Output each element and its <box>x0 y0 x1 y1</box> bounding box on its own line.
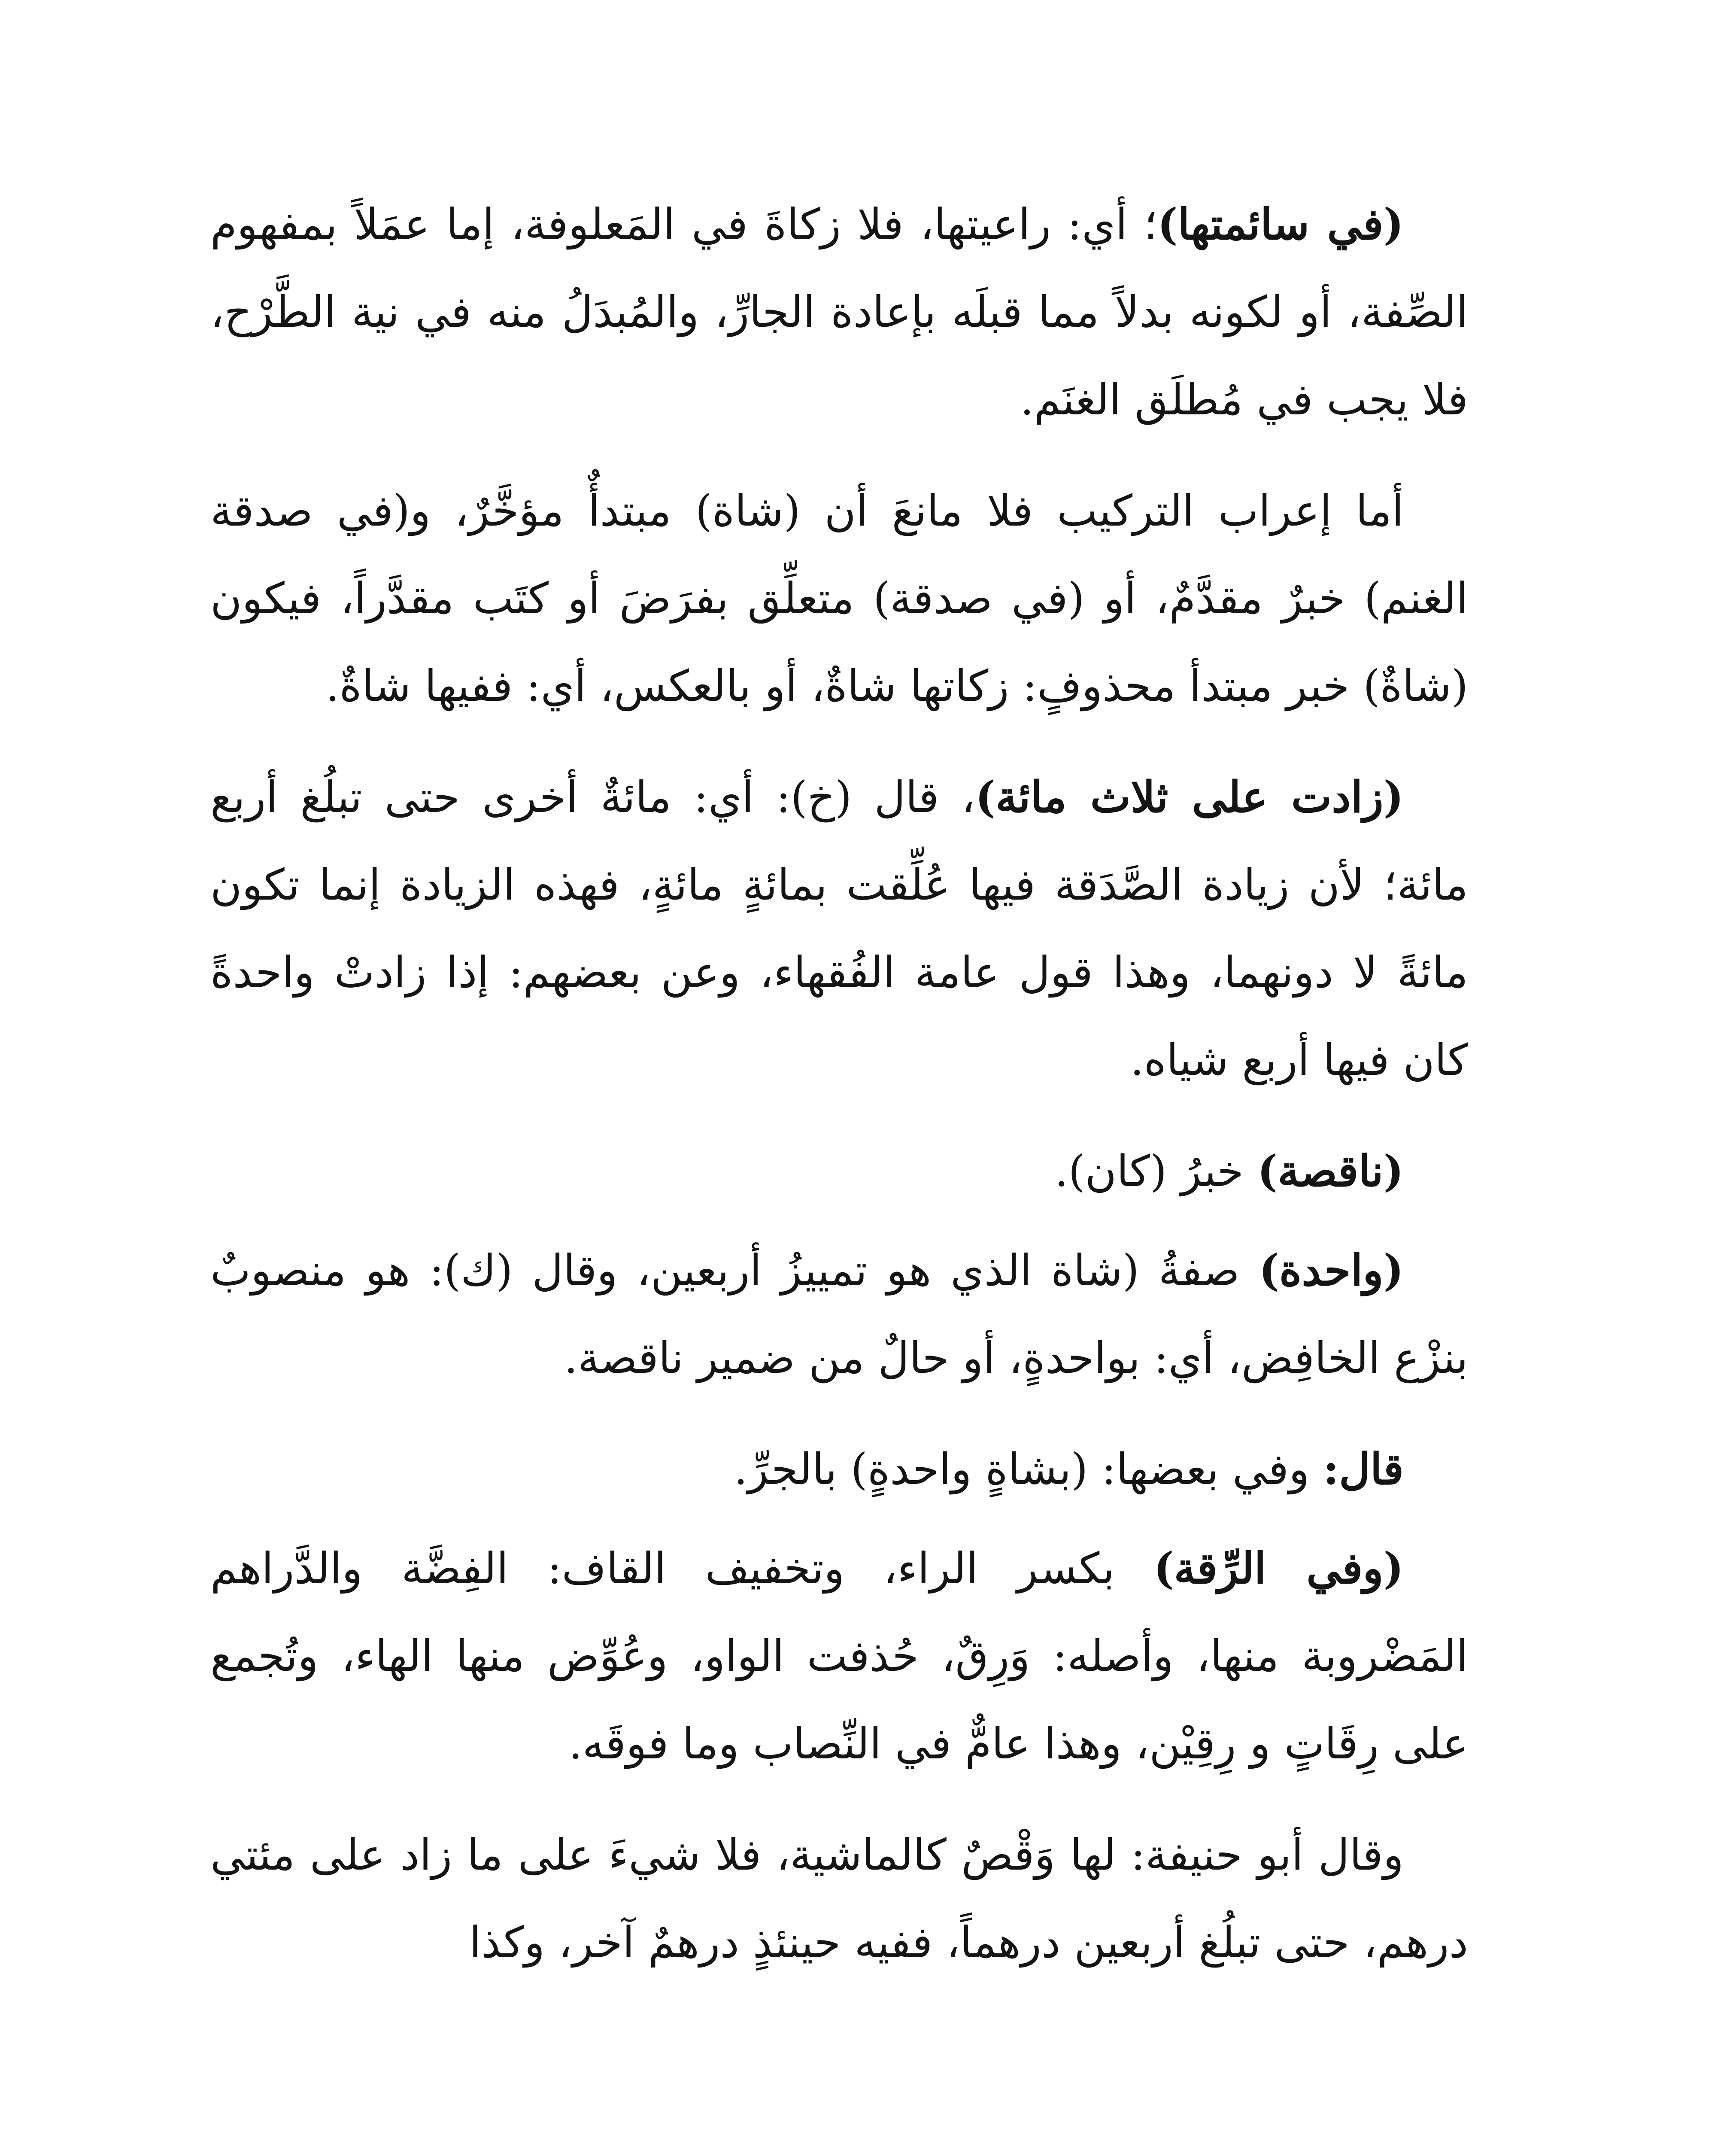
paragraph-lead: (واحدة) <box>1259 1245 1404 1295</box>
paragraph-riqqa <box>210 1524 1468 1788</box>
paragraph-text: وقال أبو حنيفة: لها وَقْصٌ كالماشية، فلا شيءَ على ما زاد على مئتي درهم، حتى تبلُغ أربعين درهماً، ففيه حينئذٍ درهمٌ آخر، وكذا <box>210 1830 1468 1968</box>
paragraph-lead: (زادت على ثلاث مائة) <box>975 772 1404 822</box>
paragraph-qala <box>210 1425 1468 1513</box>
paragraph-irab <box>210 467 1468 730</box>
paragraph-lead: (ناقصة) <box>1257 1146 1404 1196</box>
paragraph-sa-imatiha <box>210 180 1468 444</box>
paragraph-text: ، قال (خ): أي: مائةٌ أخرى حتى تبلُغ أربع مائة؛ لأن زيادة الصَّدَقة فيها عُلِّقت بمائةٍ مائةٍ، فهذه الزيادة إنما تكون مائةً لا دونهما، وهذا قول عامة الفُقهاء، وعن بعضهم: إذا زادتْ واحدةً كان فيها أربع شياه. <box>210 772 1468 1085</box>
paragraph-text: خبرُ (كان). <box>1054 1146 1257 1196</box>
paragraph-text: أما إعراب التركيب فلا مانعَ أن (شاة) مبتدأٌ مؤخَّرٌ، و(في صدقة الغنم) خبرٌ مقدَّمٌ، أو (في صدقة) متعلِّق بفرَضَ أو كتَب مقدَّراً، فيكون (شاةٌ) خبر مبتدأ محذوفٍ: زكاتها شاةٌ، أو بالعكس، أي: ففيها شاةٌ. <box>210 486 1468 711</box>
paragraph-abu-hanifa <box>210 1811 1468 1986</box>
paragraph-text: صفةُ (شاة الذي هو تمييزُ أربعين، وقال (ك): هو منصوبٌ بنزْع الخافِض، أي: بواحدةٍ، أو حالٌ من ضمير ناقصة. <box>210 1245 1468 1383</box>
paragraph-wahida <box>210 1226 1468 1402</box>
body-text <box>210 180 1468 2010</box>
paragraph-text: بكسر الراء، وتخفيف القاف: الفِضَّة والدَّراهم المَضْروبة منها، وأصله: وَرِقٌ، حُذفت الواو، وعُوِّض منها الهاء، وتُجمع على رِقَاتٍ و رِقِيْن، وهذا عامٌّ في النِّصاب وما فوقَه. <box>210 1543 1468 1769</box>
paragraph-zadat <box>210 753 1468 1104</box>
paragraph-lead: (وفي الرِّقة) <box>1153 1543 1404 1594</box>
paragraph-lead: (في سائمتها) <box>1157 199 1404 249</box>
paragraph-text: وفي بعضها: (بشاةٍ واحدةٍ) بالجرِّ. <box>734 1444 1323 1494</box>
paragraph-lead: قال: <box>1323 1444 1404 1494</box>
paragraph-naqisa <box>210 1127 1468 1215</box>
paragraph-text: ؛ أي: راعيتها، فلا زكاةَ في المَعلوفة، إما عمَلاً بمفهوم الصِّفة، أو لكونه بدلاً مما قبلَه بإعادة الجارِّ، والمُبدَلُ منه في نية الطَّرْح، فلا يجب في مُطلَق الغنَم. <box>210 199 1468 425</box>
